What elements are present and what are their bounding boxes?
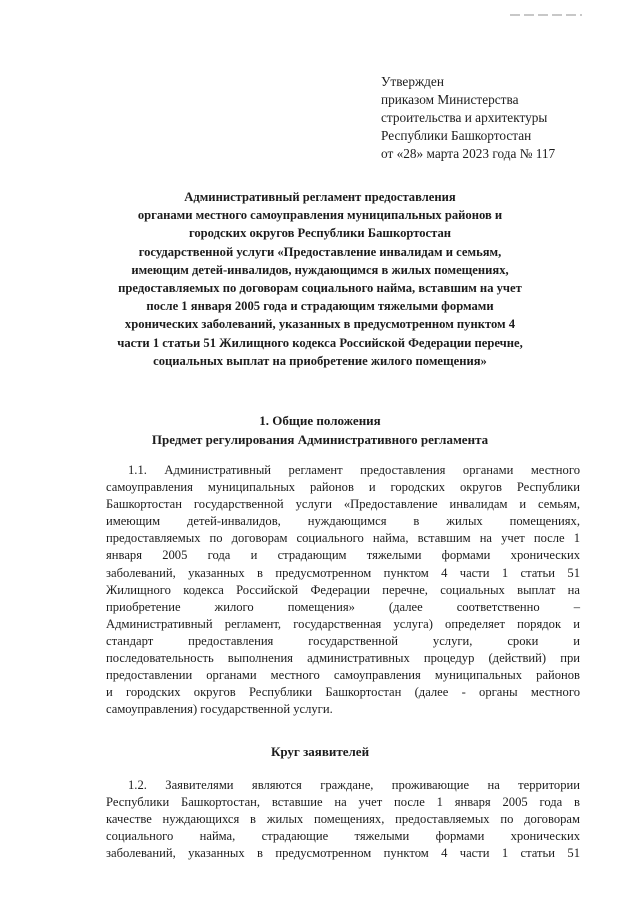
section-subheading: Предмет регулирования Административного регламента [151,432,489,447]
paragraph-line: Жилищного кодекса Российской Федерации перечне, социальных выплат на [106,582,580,597]
approval-line: приказом Министерства [381,92,519,107]
paragraph-line: 1.2. Заявителями являются граждане, проживающие на территории [128,778,580,792]
paragraph-line: самоуправления) государственной услуги. [106,702,333,717]
title-line: хронических заболеваний, указанных в предусмотренном пунктом 4 [124,317,516,332]
paragraph-line: приобретение жилого помещения» (далее соответственно – [106,599,580,614]
paragraph-line: января 2005 года и страдающим тяжелыми формами хронических [106,548,580,563]
approval-line: строительства и архитектуры [381,110,548,125]
paragraph-line: предоставляемых по договорам социального найма, вставшим на учет после 1 [106,531,580,546]
paragraph-line: качестве нуждающихся в жилых помещениях, предоставляемых по договорам [106,812,580,827]
paragraph-line: последовательность выполнения административных процедур (действий) при [106,651,580,666]
title-line: Административный регламент предоставления [184,190,456,204]
paragraph-line: и городских округов Республики Башкортостан (далее - органы местного [106,685,580,700]
paragraph-1-1 [106,462,580,718]
approval-line: Республики Башкортостан [381,128,532,143]
title-line: социальных выплат на приобретение жилого помещения» [153,353,487,368]
paragraph-1-2 [106,777,580,862]
applicants-heading: Круг заявителей [270,744,370,759]
title-line: городских округов Республики Башкортостан [188,226,452,241]
approval-line: Утвержден [381,74,444,89]
regulation-title [70,188,570,370]
title-line: предоставляемых по договорам социального найма, вставшим на учет [118,281,522,296]
paragraph-line: Административный регламент, государственная услуга) определяет порядок и [106,616,580,631]
paragraph-line: стандарт предоставления государственной услуги, сроки и [106,633,580,648]
paragraph-line: социального найма, страдающие тяжелыми формами хронических [106,829,580,844]
paragraph-line: самоуправления муниципальных районов и городских округов Республики [106,480,580,495]
section-heading: 1. Общие положения [259,413,381,428]
paragraph-line: имеющим детей-инвалидов, нуждающимся в жилых помещениях, [106,514,580,529]
title-line: государственной услуги «Предоставление инвалидам и семьям, [138,244,502,259]
approval-line: от «28» марта 2023 года № 117 [381,146,556,161]
paragraph-line: заболеваний, указанных в предусмотренном пунктом 4 части 1 статьи 51 [106,565,580,580]
paragraph-line: Башкортостан государственной услуги «Предоставление инвалидам и семьям, [106,497,580,512]
title-line: части 1 статьи 51 Жилищного кодекса Российской Федерации перечне, [117,335,523,350]
approval-stamp-block [381,73,631,163]
paragraph-line: предоставлении органами местного самоуправления муниципальных районов [106,668,580,683]
paragraph-line: заболеваний, указанных в предусмотренном пунктом 4 части 1 статьи 51 [106,846,580,861]
title-line: имеющим детей-инвалидов, нуждающимся в жилых помещениях, [131,262,509,277]
scan-artifact [510,14,582,16]
title-line: органами местного самоуправления муниципальных районов и [137,208,503,223]
paragraph-line: 1.1. Административный регламент предоставления органами местного [128,463,580,477]
title-line: после 1 января 2005 года и страдающим тяжелыми формами [146,299,494,314]
paragraph-line: Республики Башкортостан, вставшие на учет после 1 января 2005 года в [106,795,580,810]
